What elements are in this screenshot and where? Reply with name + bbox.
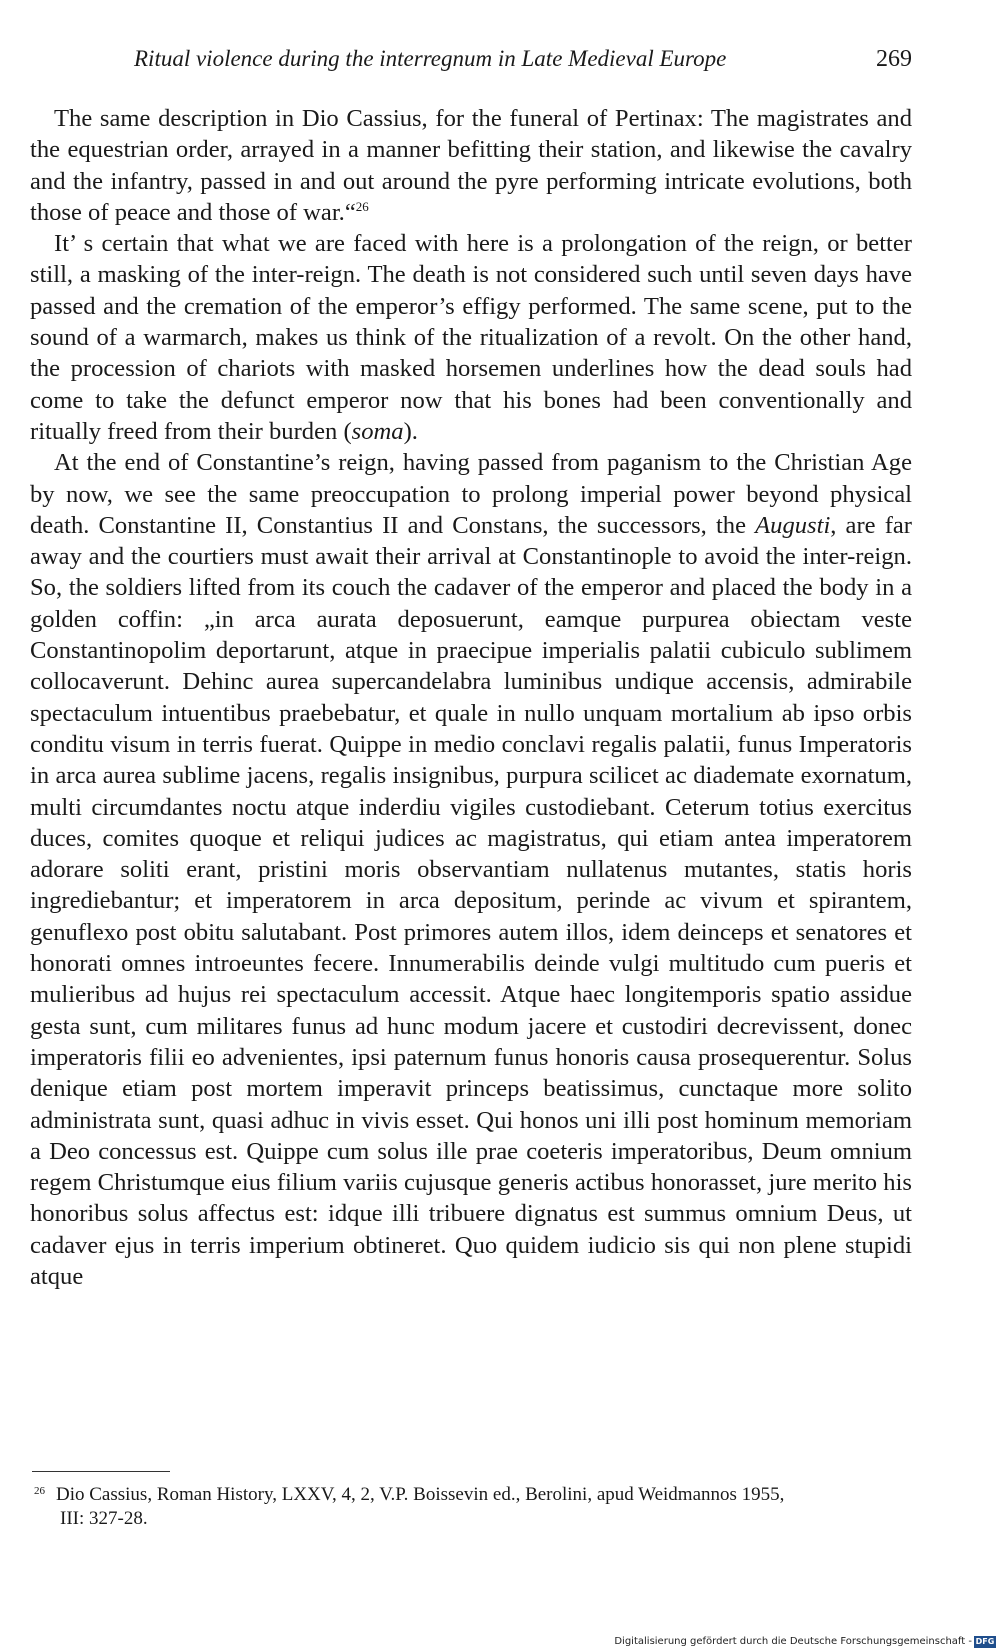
paragraph-1-text: The same description in Dio Cassius, for the funeral of Pertinax: The magistrates and the equestrian order, arrayed in a manner befitting their station, and likewise the cavalry and the infantry, passed in and out around the pyre performing intricate evolutions, both those of peace and those of war.“ bbox=[30, 105, 912, 226]
footnote bbox=[34, 1483, 914, 1531]
paragraph-3-tail: , are far away and the courtiers must await their arrival at Constantinople to avoid the inter-reign. So, the soldiers lifted from its couch the cadaver of the emperor and placed the body in a golden coffin: „in arca aurata deposuerunt, eamque purpurea obiectam veste Constantinopolim deportarunt, atque in praecipue imperialis palatii cubiculo sublimem collocaverunt. Dehinc aurea supercandelabra luminibus undique accensis, admirabile spectaculum intuentibus praebebatur, et quale in nullo unquam mortalium ab ipso orbis conditu visum in terris fuerat. Quippe in medio conclavi regalis palatii, funus Imperatoris in arca aurea sublime jacens, regalis insignibus, purpura scilicet ac diademate exornatum, multi circumdantes noctu atque inderdiu vigiles custodiebant. Ceterum totius exercitus duces, comites quoque et reliqui judices ac magistratus, qui etiam antea imperatorem adorare soliti erant, pristini moris observantiam nullatenus mutantes, statis horis ingrediebantur; et imperatorem in arca depositum, perinde ac vivum et spirantem, genuflexo post obitu salutabant. Post primores autem illos, idem deinceps et senatores et honorati omnes introeuntes fecere. Innumerabilis deinde vulgi multitudo cum pueris et mulieribus ad hujus rei spectaculum accessit. Atque haec longitemporis spatio assidue gesta sunt, cum militares funus ad hunc modum jacere et custodiri decrevissent, donec imperatoris filii eo advenientes, ipsi paternum funus honoris causa prosequerentur. Solus denique etiam post mortem imperavit princeps beatissimus, cunctaque more solito administrata sunt, quasi adhuc in vivis esset. Qui honos uni illi post hominum memoriam a Deo concessus est. Quippe cum solus ille prae coeteris imperatoribus, Deum omnium regem Christumque eius filium variis cujusque generis actibus honorasset, jure merito his honoribus solus affectus est: idque illi tribuere dignatus est summus omnium Deus, ut cadaver ejus in terris imperium obtineret. Quo quidem iudicio sis qui non plene stupidi atque bbox=[30, 511, 912, 1290]
paragraph-2-tail: ). bbox=[403, 417, 418, 445]
paragraph-3-italic: Augusti bbox=[755, 511, 831, 539]
footnote-text-line-2: III: 327-28. bbox=[60, 1508, 148, 1529]
body-text bbox=[30, 103, 912, 1292]
footnote-line-1: 26 Dio Cassius, Roman History, LXXV, 4, 2, V.P. Boissevin ed., Berolini, apud Weidmannos 1955, bbox=[34, 1484, 785, 1505]
footnote-text-line-1: Dio Cassius, Roman History, LXXV, 4, 2, V.P. Boissevin ed., Berolini, apud Weidmannos 1955, bbox=[56, 1484, 785, 1505]
page-number: 269 bbox=[876, 46, 912, 72]
paragraph-2-italic: soma bbox=[351, 417, 404, 445]
paragraph-3 bbox=[30, 447, 912, 1292]
paragraph-2-text: It’ s certain that what we are faced with here is a prolongation of the reign, or better still, a masking of the inter-reign. The death is not considered such until seven days have passed and the cremation of the emperor’s effigy performed. The same scene, put to the sound of a warmarch, makes us think of the ritualization of a revolt. On the other hand, the procession of chariots with masked horsemen underlines how the dead souls had come to take the defunct emperor now that his bones had been conventionally and ritually freed from their burden ( bbox=[30, 230, 912, 445]
paragraph-3-text: At the end of Constantine’s reign, having passed from paganism to the Christian Age by now, we see the same preoccupation to prolong imperial power beyond physical death. Constantine II, Constantius II and Constans, the successors, the bbox=[30, 449, 912, 539]
paragraph-1 bbox=[30, 103, 912, 228]
dfg-logo: DFG bbox=[975, 1637, 995, 1646]
paragraph-2 bbox=[30, 228, 912, 447]
digitization-credit: Digitalisierung gefördert durch die Deutsche Forschungsgemeinschaft - bbox=[614, 1636, 972, 1647]
footnote-divider bbox=[32, 1471, 170, 1472]
running-title: Ritual violence during the interregnum in Late Medieval Europe bbox=[134, 46, 727, 71]
running-header bbox=[30, 46, 912, 86]
footnote-reference[interactable]: 26 bbox=[355, 198, 369, 214]
